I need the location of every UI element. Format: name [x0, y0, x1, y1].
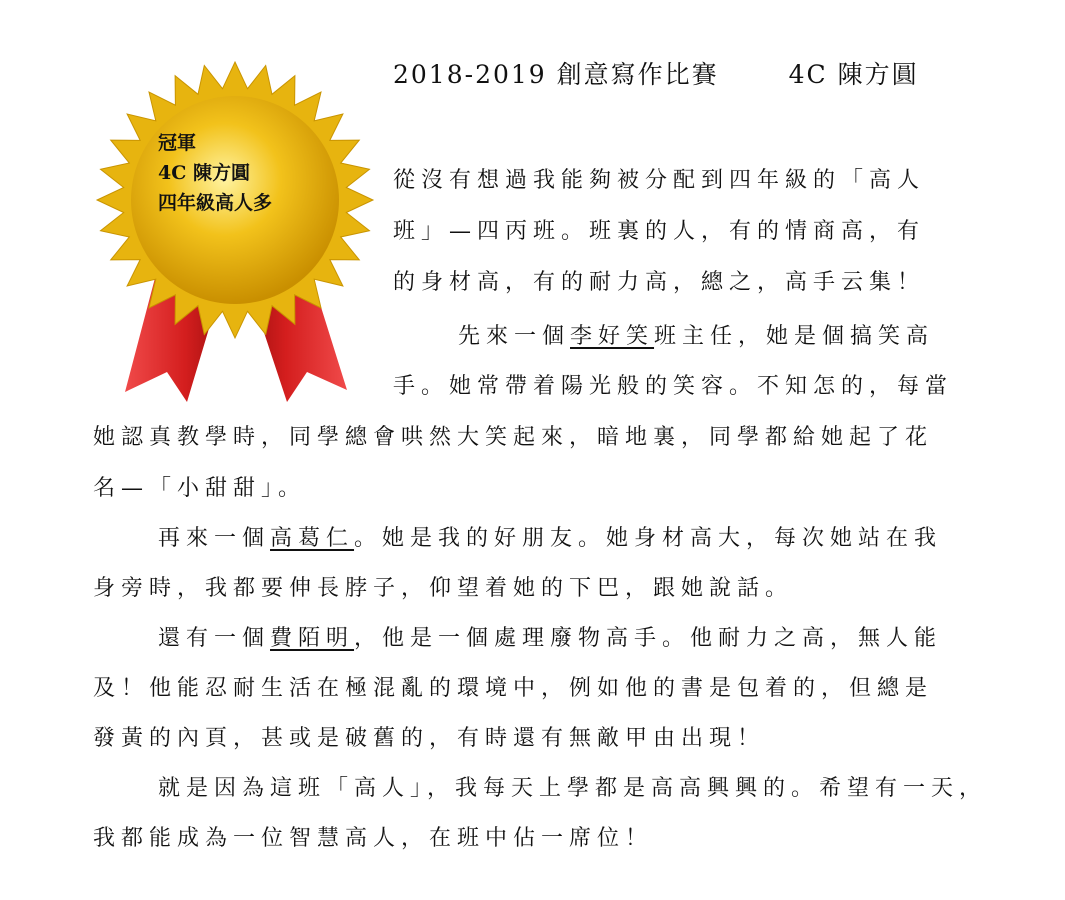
essay-text: 再來一個 [158, 526, 271, 551]
essay-line: 發黃的內頁，甚或是破舊的，有時還有無敵甲由出現！ [93, 726, 766, 751]
essay-line [158, 624, 942, 654]
award-medal [95, 50, 385, 410]
medal-award: 冠軍 [158, 132, 197, 154]
essay-line: 手。她常帶着陽光般的笑容。不知怎的，每當 [393, 374, 954, 399]
medal-graphic [95, 50, 385, 410]
essay-line: 就是因為這班「高人」，我每天上學都是高高興興的。希望有一天， [158, 776, 988, 801]
medal-student: 4C 陳方圓 [158, 162, 250, 184]
essay-line: 班」—四丙班。班裏的人，有的情商高，有 [393, 219, 926, 244]
essay-line: 我都能成為一位智慧高人，在班中佔一席位！ [93, 826, 654, 851]
essay-line: 從沒有想過我能夠被分配到四年級的「高人 [393, 168, 926, 193]
character-name: 李好笑 [570, 324, 655, 349]
essay-text: ，他是一個處理廢物高手。他耐力之高，無人能 [354, 626, 943, 651]
medal-essay-title: 四年級高人多 [158, 192, 273, 214]
character-name: 高葛仁 [270, 526, 355, 551]
character-name: 費陌明 [270, 626, 355, 651]
essay-text: 班主任，她是個搞笑高 [654, 324, 935, 349]
essay-line: 身旁時，我都要伸長脖子，仰望着她的下巴，跟她說話。 [93, 576, 794, 601]
essay-line: 名—「小甜甜」。 [93, 476, 307, 501]
medal-caption [158, 128, 338, 218]
page-header [393, 55, 919, 91]
essay-text: 。她是我的好朋友。她身材高大，每次她站在我 [354, 526, 943, 551]
essay-line [458, 322, 934, 352]
essay-line: 及！他能忍耐生活在極混亂的環境中，例如他的書是包着的，但總是 [93, 676, 934, 701]
essay-line: 的身材高，有的耐力高，總之，高手云集！ [393, 270, 926, 295]
student-name: 4C 陳方圓 [788, 60, 919, 89]
essay-line [158, 524, 942, 554]
competition-title: 2018-2019 創意寫作比賽 [393, 60, 719, 89]
essay-text: 先來一個 [458, 324, 571, 349]
essay-text: 還有一個 [158, 626, 271, 651]
essay-line: 她認真教學時，同學總會哄然大笑起來，暗地裏，同學都給她起了花 [93, 425, 934, 450]
